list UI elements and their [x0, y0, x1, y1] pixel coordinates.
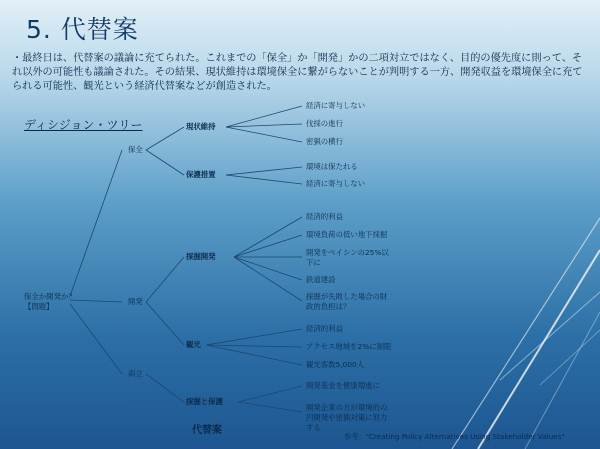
outcome-status-quo-1: 経済に寄与しない	[306, 101, 366, 110]
outcome-mining-2: 環境負荷の低い地下採掘	[306, 230, 388, 239]
outcome-protection-2: 経済に寄与しない	[306, 179, 366, 188]
alternatives-label: 代替案	[192, 425, 222, 436]
outcome-mining-5: 採掘が失敗した場合の財政的負担は？	[306, 292, 388, 311]
decision-tree-title: ディシジョン・ツリー	[24, 118, 143, 132]
outcome-both-2: 開発企業の方が環境的の円開発や密猟対策に努力する	[306, 403, 388, 432]
outcome-mining-3: 開発をペイシンの25%以下に	[306, 248, 389, 267]
node-protection: 保護措置	[186, 170, 216, 179]
outcome-status-quo-3: 密猟の横行	[306, 137, 343, 146]
node-both: 両立	[128, 369, 143, 378]
outcome-tourism-2: アクセス地域を2%に制限	[306, 342, 392, 351]
outcome-tourism-1: 経済的利益	[306, 324, 343, 333]
outcome-both-1: 開発基金を健康増進に	[306, 381, 380, 390]
outcome-mining-1: 経済的利益	[306, 212, 343, 221]
outcome-mining-4: 鉄道建設	[306, 275, 336, 284]
node-mining: 採掘開発	[186, 252, 216, 261]
node-status-quo: 現状維持	[186, 122, 216, 131]
intro-paragraph: ・最終日は、代替案の議論に充てられた。これまでの「保全」か「開発」かの二項対立ではなく、目的の優先度に則って、それ以外の可能性も議論された。その結果、現状維持は環境保全に繋がらないことが判明する一方、開発収益を環境保全に充てられる可能性、観光という経済代替案などが創造された。	[12, 53, 583, 92]
tree-root-node: 保全か開発か？ 【問題】	[24, 292, 76, 311]
slide-title: 5. 代替案	[26, 15, 139, 44]
outcome-tourism-3: 観光客数5,000人	[306, 360, 365, 369]
node-conservation: 保全	[128, 145, 143, 154]
outcome-protection-1: 環境は保たれる	[306, 162, 358, 171]
outcome-status-quo-2: 伐採の進行	[306, 119, 343, 128]
citation: 参考："Creating Policy Alternatives Using Stakeholder Values"	[344, 432, 565, 441]
node-development: 開発	[128, 297, 143, 306]
node-mining-and-protection: 採掘と保護	[186, 397, 223, 406]
node-tourism: 観光	[186, 340, 201, 349]
